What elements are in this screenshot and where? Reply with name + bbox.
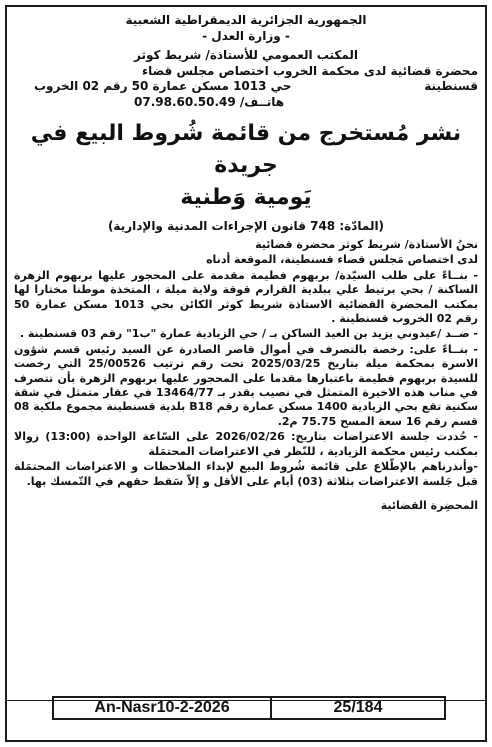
- body-against: - ضــد /عيدوني يزيد بن العيد الساكن بـ / حي الزيادية عمارة "ب1" رقم 03 قسنطينة .: [19, 327, 478, 341]
- publication-date: An-Nasr10-2-2026: [54, 698, 272, 718]
- body-warning: -وأنذرناهم بالإطّلاع على قائمة شُروط البيع لإبداء الملاحظات و الاعتراضات المحتمَلة قبل جَلسة الاعتراضات بثلاثة (03) أيام على الأقل و إلاّ سَقط حقهم في التّمسك بها.: [14, 460, 478, 488]
- office-city: قسنطينة: [424, 79, 478, 93]
- office-phone: هاتــف/ 07.98.60.50.49: [134, 94, 285, 109]
- body-hearing: - حُددت جلسة الاعتراضات بتاريخ: 2026/02/26 على السّاعة الواحدة (13:00) زوالا بمكتب رئيس محكمة الزيادية ، للنّظر في الاعتراضات المحتمَلة: [14, 430, 478, 458]
- notice-content: [14, 12, 478, 689]
- body-intro: نحنُ الأستاذة/ شريط كوثر محضرة قضائية: [255, 238, 478, 251]
- notice-number: 25/184: [333, 699, 383, 716]
- body-authorization: - بنــاءً على: رخصة بالتصرف في أموال قاصر الصادرة عن السيد رئيس قسم شؤون الاسرة بمحكمة ميلة بتاريخ 2025/03/25 تحت رقم ترتيب 25/00526 التي رخصت للسيدة بربهوم فطيمة باعتبارها مقدما على المحجور عليها بربهوم الزهرة بأن تتصرف في مناب هذه الاخيرة المتمثل في نصيب يقدر بـ 13464/77 في عقار متمثل في شقة سكنية تقع بحي الزيادية 1400 مسكن عمارة رقم B18 بلدية قسنطينة مجموع ملكية 08 قسم رقم 16 سعة المسح 75.75 م2.: [14, 342, 478, 428]
- office-address-row: [14, 79, 478, 95]
- office-court: محضرة قضائية لدى محكمة الخروب اختصاص مجلس قضاء: [141, 63, 478, 78]
- notice-title-line2: يَومية وَطنية: [180, 185, 312, 210]
- office-block: [14, 48, 478, 110]
- body-jurisdiction: لدى اختصاص مَجلس قضاء قسنطينة، الموقعة أدناه: [206, 253, 478, 267]
- signature: المحضِرة القضائية: [380, 498, 478, 512]
- legal-article: (المادّة: 748 قانون الإجراءات المدنية والإدارية): [107, 219, 385, 233]
- notice-title: [14, 118, 478, 214]
- body-request: - بنــاءً على طلب السيّدة/ بربهوم فطيمة مقدمة على المحجور عليها بربهوم الزهرة الساكنة / بحي برتيط علي ببلدية القرارم قوقة ولاية ميلة ، المتخذة موطنا مختارا لها بمكتب المحضرة القضائية الاستاذة شريط كوثر الكائن بحي 1013 مسكن عمارة 50 رقم 02 الخروب قسنطينة .: [14, 268, 478, 326]
- republic-header: الجمهورية الجزائرية الديمقراطية الشعبية: [125, 13, 367, 27]
- office-address: حي 1013 مسكن عمارة 50 رقم 02 الخروب: [34, 79, 292, 93]
- office-name: المكتب العمومي للأستاذة/ شريط كوثر: [133, 48, 359, 62]
- notice-title-line1: نشر مُستخرج من قائمة شُروط البيع في جريدة: [30, 121, 462, 178]
- ministry-header: - وزارة العدل -: [202, 29, 290, 43]
- publication-footer: [52, 696, 446, 720]
